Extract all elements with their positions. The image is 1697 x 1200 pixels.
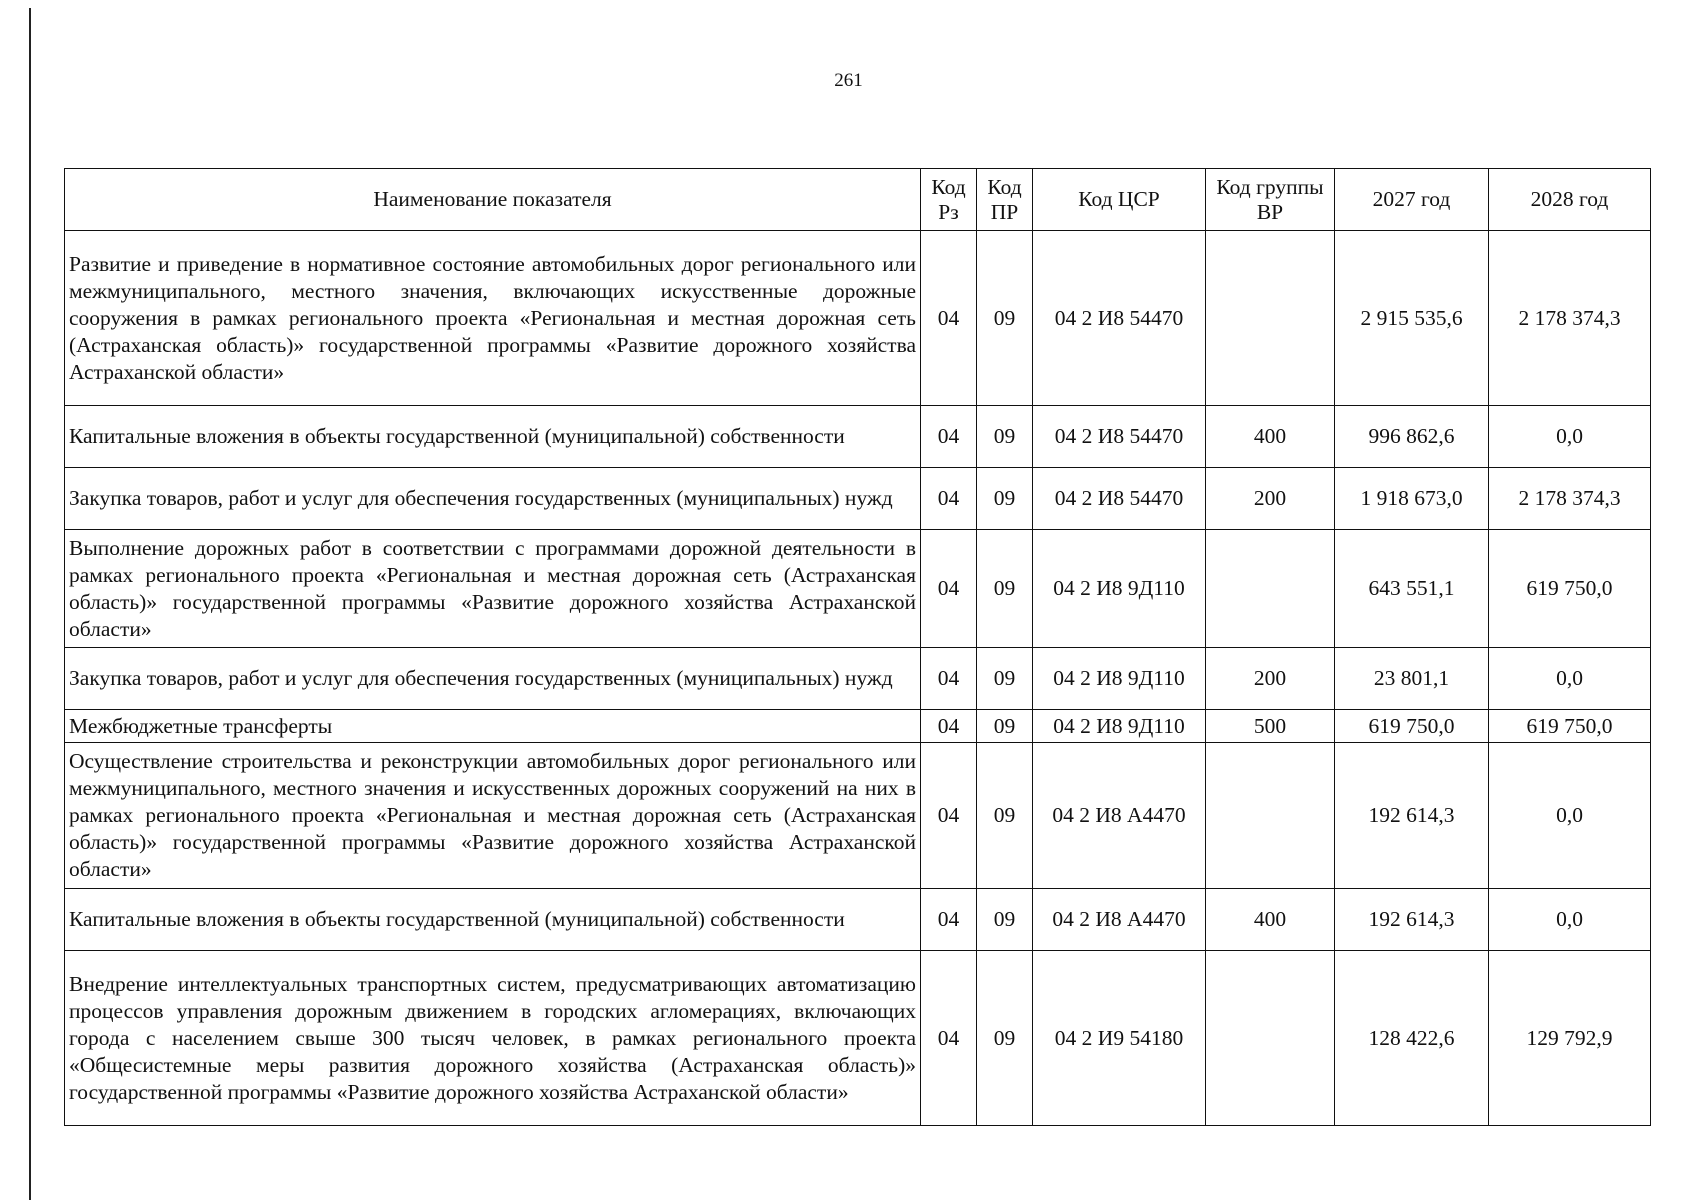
row-rz: 04 <box>921 231 977 406</box>
row-name: Закупка товаров, работ и услуг для обеспечения государственных (муниципальных) нужд <box>65 468 921 530</box>
table-row <box>65 648 1651 710</box>
row-name: Осуществление строительства и реконструкции автомобильных дорог регионального или межмуниципального, местного значения и искусственных дорожных сооружений на них в рамках регионального проекта «Региональная и местная дорожная сеть (Астраханская область)» государственной программы «Развитие дорожного хозяйства Астраханской области» <box>65 743 921 889</box>
left-margin-line <box>29 8 31 1200</box>
row-rz: 04 <box>921 406 977 468</box>
table-row <box>65 468 1651 530</box>
row-csr: 04 2 И8 9Д110 <box>1033 710 1206 743</box>
row-2027: 23 801,1 <box>1335 648 1489 710</box>
row-2027: 192 614,3 <box>1335 743 1489 889</box>
row-csr: 04 2 И8 54470 <box>1033 468 1206 530</box>
row-rz: 04 <box>921 743 977 889</box>
table-row <box>65 710 1651 743</box>
row-pr: 09 <box>977 710 1033 743</box>
row-2027: 619 750,0 <box>1335 710 1489 743</box>
row-csr: 04 2 И8 9Д110 <box>1033 530 1206 648</box>
row-pr: 09 <box>977 648 1033 710</box>
row-csr: 04 2 И8 А4470 <box>1033 889 1206 951</box>
header-2027: 2027 год <box>1335 169 1489 231</box>
row-vr <box>1206 530 1335 648</box>
row-pr: 09 <box>977 406 1033 468</box>
row-vr: 400 <box>1206 889 1335 951</box>
table-row <box>65 951 1651 1126</box>
row-rz: 04 <box>921 468 977 530</box>
row-2027: 2 915 535,6 <box>1335 231 1489 406</box>
table-row <box>65 889 1651 951</box>
table-header-row <box>65 169 1651 231</box>
row-2028: 0,0 <box>1489 648 1651 710</box>
row-2027: 1 918 673,0 <box>1335 468 1489 530</box>
row-pr: 09 <box>977 530 1033 648</box>
header-name: Наименование показателя <box>65 169 921 231</box>
row-vr: 200 <box>1206 648 1335 710</box>
row-2028: 2 178 374,3 <box>1489 231 1651 406</box>
row-csr: 04 2 И9 54180 <box>1033 951 1206 1126</box>
header-vr: Код группы ВР <box>1206 169 1335 231</box>
row-name: Внедрение интеллектуальных транспортных систем, предусматривающих автоматизацию процессов управления дорожным движением в городских агломерациях, включающих города с населением свыше 300 тысяч человек, в рамках регионального проекта «Общесистемные меры развития дорожного хозяйства (Астраханская область)» государственной программы «Развитие дорожного хозяйства Астраханской области» <box>65 951 921 1126</box>
row-name: Развитие и приведение в нормативное состояние автомобильных дорог регионального или межмуниципального, местного значения, включающих искусственные дорожные сооружения в рамках регионального проекта «Региональная и местная дорожная сеть (Астраханская область)» государственной программы «Развитие дорожного хозяйства Астраханской области» <box>65 231 921 406</box>
row-2027: 643 551,1 <box>1335 530 1489 648</box>
table-row <box>65 231 1651 406</box>
row-vr <box>1206 951 1335 1126</box>
header-csr: Код ЦСР <box>1033 169 1206 231</box>
row-name: Закупка товаров, работ и услуг для обеспечения государственных (муниципальных) нужд <box>65 648 921 710</box>
row-rz: 04 <box>921 951 977 1126</box>
row-2028: 2 178 374,3 <box>1489 468 1651 530</box>
row-vr: 400 <box>1206 406 1335 468</box>
row-rz: 04 <box>921 889 977 951</box>
table-row <box>65 530 1651 648</box>
page-number: 261 <box>834 70 863 91</box>
row-2028: 619 750,0 <box>1489 530 1651 648</box>
row-pr: 09 <box>977 889 1033 951</box>
row-pr: 09 <box>977 468 1033 530</box>
row-vr <box>1206 743 1335 889</box>
row-2027: 996 862,6 <box>1335 406 1489 468</box>
row-rz: 04 <box>921 530 977 648</box>
row-rz: 04 <box>921 648 977 710</box>
table-row <box>65 406 1651 468</box>
row-2028: 129 792,9 <box>1489 951 1651 1126</box>
row-rz: 04 <box>921 710 977 743</box>
header-rz: Код Рз <box>921 169 977 231</box>
row-vr <box>1206 231 1335 406</box>
row-csr: 04 2 И8 54470 <box>1033 231 1206 406</box>
row-2028: 0,0 <box>1489 743 1651 889</box>
row-2028: 619 750,0 <box>1489 710 1651 743</box>
row-2028: 0,0 <box>1489 889 1651 951</box>
header-pr: Код ПР <box>977 169 1033 231</box>
row-name: Межбюджетные трансферты <box>65 710 921 743</box>
row-csr: 04 2 И8 9Д110 <box>1033 648 1206 710</box>
table-row <box>65 743 1651 889</box>
row-vr: 500 <box>1206 710 1335 743</box>
row-csr: 04 2 И8 А4470 <box>1033 743 1206 889</box>
row-2028: 0,0 <box>1489 406 1651 468</box>
row-name: Выполнение дорожных работ в соответствии с программами дорожной деятельности в рамках регионального проекта «Региональная и местная дорожная сеть (Астраханская область)» государственной программы «Развитие дорожного хозяйства Астраханской области» <box>65 530 921 648</box>
row-name: Капитальные вложения в объекты государственной (муниципальной) собственности <box>65 889 921 951</box>
row-name: Капитальные вложения в объекты государственной (муниципальной) собственности <box>65 406 921 468</box>
budget-table <box>64 168 1651 1126</box>
row-pr: 09 <box>977 743 1033 889</box>
header-2028: 2028 год <box>1489 169 1651 231</box>
row-2027: 128 422,6 <box>1335 951 1489 1126</box>
row-2027: 192 614,3 <box>1335 889 1489 951</box>
row-csr: 04 2 И8 54470 <box>1033 406 1206 468</box>
row-pr: 09 <box>977 951 1033 1126</box>
row-vr: 200 <box>1206 468 1335 530</box>
row-pr: 09 <box>977 231 1033 406</box>
